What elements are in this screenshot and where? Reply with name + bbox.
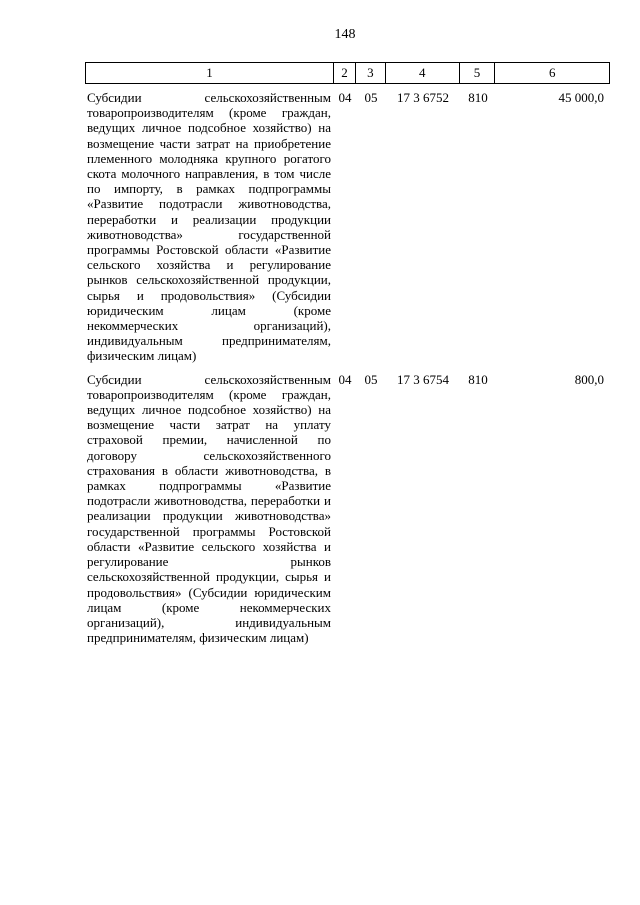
row-expense-type: 810 — [468, 90, 488, 105]
header-col-3: 3 — [356, 63, 386, 83]
header-col-2: 2 — [334, 63, 356, 83]
row-subsection: 05 — [364, 90, 378, 105]
header-col-1: 1 — [86, 63, 334, 83]
row-description: Субсидии сельскохозяйственным товаропроизводителям (кроме граждан, ведущих личное подсобное хозяйство) на возмещение части затрат на уплату страховой премии, начисленной по договору сельскохозяйственного страхования в области животноводства, в рамках подпрограммы «Развитие подотрасли животноводства, переработки и реализации продукции животноводства» государственной программы Ростовской области «Развитие сельского хозяйства и регулирование рынков сельскохозяйственной продукции, сырья и продовольствия» (Субсидии юридическим лицам (кроме некоммерческих организаций), индивидуальным предпринимателям, физическим лицам) — [87, 371, 331, 646]
table-header-row — [85, 62, 610, 84]
header-col-6: 6 — [548, 65, 556, 80]
row-amount: 45 000,0 — [558, 90, 604, 105]
row-subsection: 05 — [364, 371, 378, 387]
table-row — [85, 90, 610, 364]
row-description: Субсидии сельскохозяйственным товаропроизводителям (кроме граждан, ведущих личное подсобное хозяйство) на возмещение части затрат на приобретение племенного молодняка крупного рогатого скота молочного направления, в том числе по импорту, в рамках подпрограммы «Развитие подотрасли животноводства, переработки и реализации продукции животноводства» государственной программы Ростовской области «Развитие сельского хозяйства и регулирование рынков сельскохозяйственной продукции, сырья и продовольствия» (Субсидии юридическим лицам (кроме некоммерческих организаций), индивидуальным предпринимателям, физическим лицам) — [87, 90, 331, 364]
row-target-article: 17 3 6754 — [397, 371, 449, 387]
row-section: 04 — [338, 371, 352, 387]
header-col-5: 5 — [460, 63, 496, 83]
row-target-article: 17 3 6752 — [397, 90, 449, 105]
row-amount: 800,0 — [574, 371, 604, 387]
header-col-4: 4 — [386, 63, 460, 83]
page-number: 148 — [334, 27, 356, 42]
table-row — [85, 372, 610, 646]
budget-table — [85, 62, 610, 645]
row-expense-type: 810 — [468, 371, 488, 387]
row-section: 04 — [338, 90, 352, 105]
